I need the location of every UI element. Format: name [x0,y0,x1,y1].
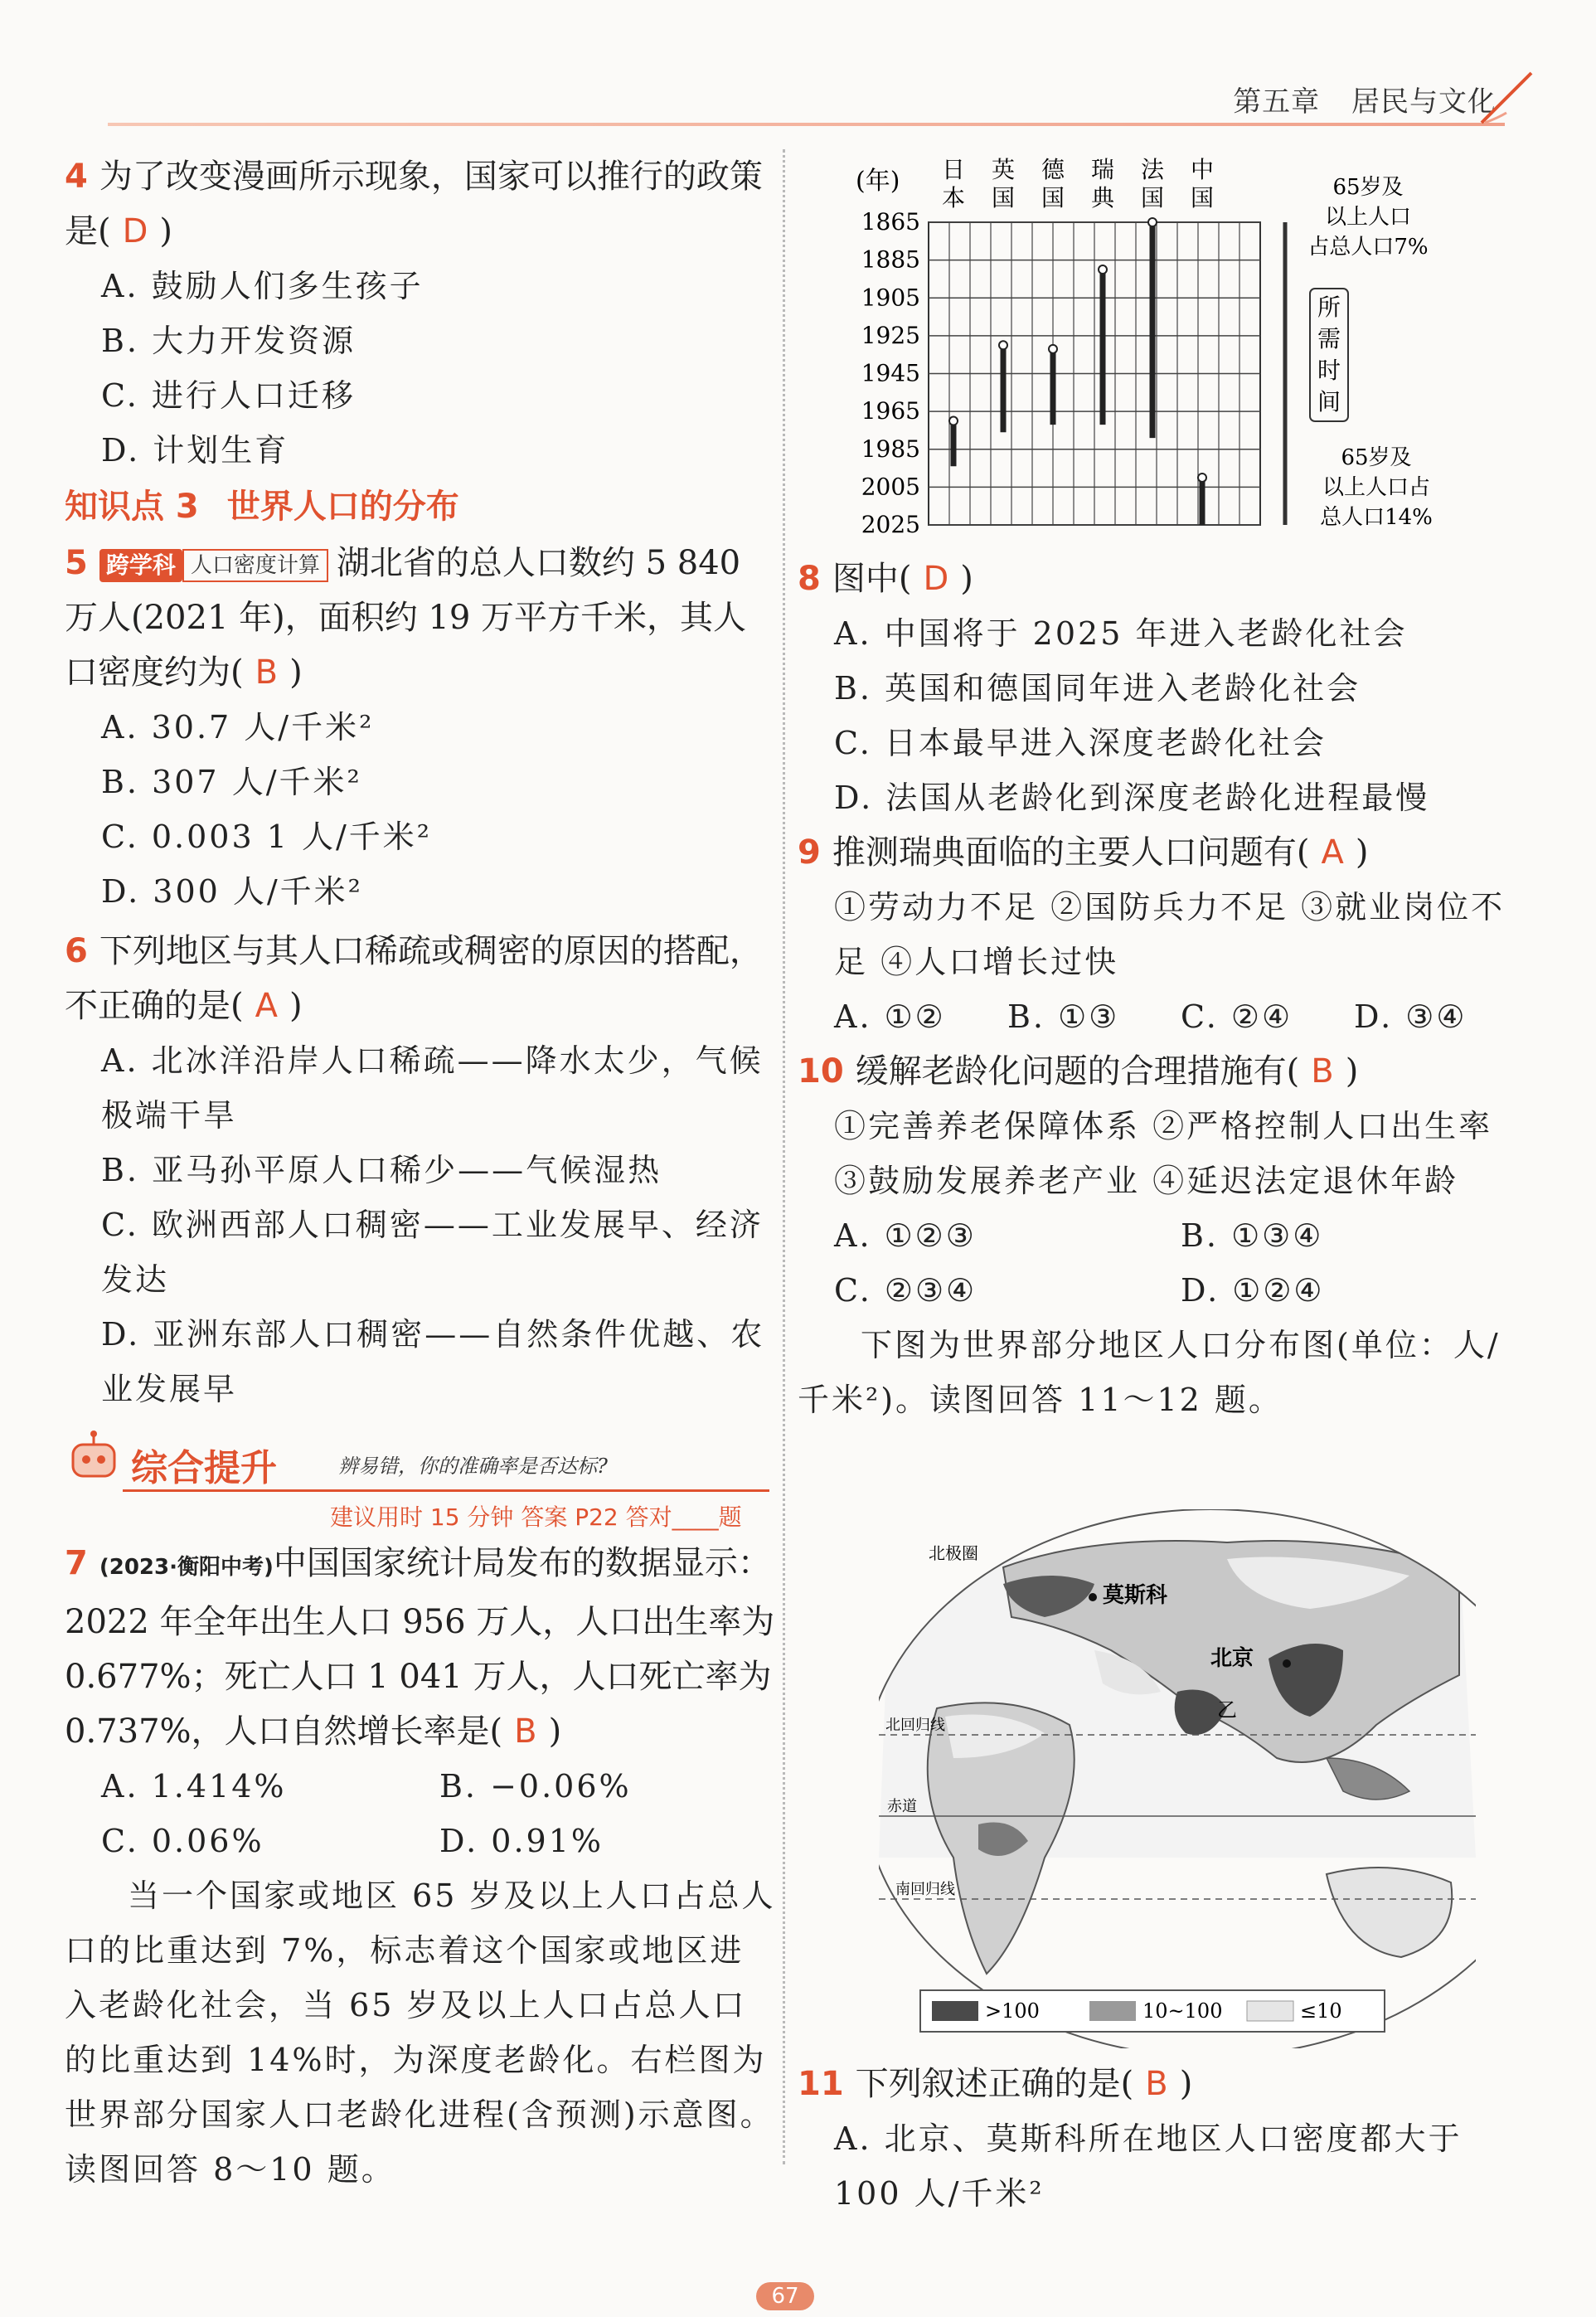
beijing-marker [1283,1659,1291,1668]
start-marker [1049,345,1057,353]
question-number: 4 [65,158,88,196]
option: D. 亚洲东部人口稠密——自然条件优越、农业发展早 [101,1316,765,1407]
answer: B [1145,2065,1168,2103]
page-header [1233,79,1497,119]
option: B. ①③④ [1181,1217,1324,1254]
note-bottom: 65岁及 [1341,445,1412,470]
banner-subtitle: 辨易错，你的准确率是否达标? [338,1455,608,1478]
country-label: 典 [1090,184,1115,211]
option: B. 大力开发资源 [101,323,357,359]
header-rule [108,123,1505,126]
country-label: 德 [1041,156,1065,183]
legend-label-high: >100 [985,1999,1040,2023]
robot-icon [65,1428,123,1486]
y-tick-label: 2025 [861,511,920,538]
banner-title: 综合提升 [131,1447,277,1489]
question-4 [65,149,778,478]
country-label: 瑞 [1090,156,1115,183]
label-tropic-cancer: 北回归线 [885,1717,945,1734]
label-yi: 乙 [1217,1698,1237,1722]
option: C. 欧洲西部人口稠密——工业发展早、经济发达 [101,1207,764,1298]
left-column [65,149,778,2197]
legend-swatch-mid [1089,2001,1136,2021]
paren-close: ) [289,653,303,692]
y-tick-label: 1865 [861,208,920,236]
answer: B [514,1712,537,1751]
choice-items: ①劳动力不足 ②国防兵力不足 ③就业岗位不足 ④人口增长过快 [834,889,1506,980]
right-column-bottom [798,2057,1527,2221]
option-row [65,1759,778,1814]
population-density-map [879,1509,1476,2048]
option: C. ②④ [1181,998,1293,1035]
paren-close: ) [159,212,173,250]
option: A. 北京、莫斯科所在地区人口密度都大于 100 人/千米² [834,2120,1463,2212]
moscow-marker [1089,1593,1097,1601]
option: D. ③④ [1354,998,1467,1035]
question-number: 8 [798,560,821,598]
banner-rule [123,1489,769,1492]
question-5 [65,536,778,919]
option: A. 鼓励人们多生孩子 [101,268,424,304]
answer: D [122,212,148,250]
option: B. ①③ [1007,998,1120,1035]
page-number: 67 [756,2282,814,2310]
note-top: 占总人口7% [1307,235,1429,260]
label-arctic: 北极圈 [929,1543,978,1563]
option: A. ①② [834,998,946,1035]
note-mid: 所 [1317,294,1341,321]
question-number: 9 [798,833,821,872]
column-divider [783,149,785,2164]
topic-tag: 人口密度计算 [182,549,328,582]
section-label: 知识点 3 [65,488,199,526]
option: C. 0.003 1 人/千米² [101,818,433,855]
note-mid: 间 [1317,388,1341,415]
option-row [798,989,1527,1044]
y-tick-label: 1885 [861,245,920,274]
question-9 [798,825,1527,1044]
cross-subject-tag: 跨学科 [99,549,182,582]
country-label: 英 [991,156,1016,183]
country-label: 日 [941,156,966,183]
question-number: 11 [798,2065,844,2103]
country-label: 法 [1140,156,1165,183]
answer: D [923,560,949,598]
intro-11-12: 下图为世界部分地区人口分布图(单位：人/千米²)。读图回答 11～12 题。 [798,1327,1501,1418]
chapter-label: 第五章 [1233,85,1321,119]
paren-close: ) [1179,2065,1193,2103]
paren-close: ) [1345,1052,1359,1090]
question-8 [798,551,1527,825]
option: A. 30.7 人/千米² [101,709,375,746]
legend-swatch-high [932,2001,978,2021]
note-mid: 时 [1317,357,1341,384]
question-text: 中国国家统计局发布的数据显示：2022 年全年出生人口 956 万人，人口出生率为 0.677%；死亡人口 1 041 万人，人口死亡率为 0.737%，人口自然增长率是( [65,1544,775,1751]
y-tick-label: 1925 [861,321,920,349]
note-top: 以上人口 [1324,205,1412,230]
option: C. 日本最早进入深度老龄化社会 [834,725,1327,761]
option: D. 计划生育 [101,432,289,469]
option: B. −0.06% [439,1768,632,1805]
y-tick-label: 1985 [861,435,920,463]
option: A. 中国将于 2025 年进入老龄化社会 [834,615,1408,652]
country-label: 国 [1190,184,1215,211]
note-top: 65岁及 [1332,175,1404,200]
pen-decoration-icon [1473,65,1540,131]
start-marker [1099,265,1107,274]
answer: B [1311,1052,1334,1090]
comprehensive-banner [65,1428,778,1536]
label-beijing: 北京 [1210,1646,1254,1671]
option: D. 300 人/千米² [101,873,363,910]
question-text: 下列地区与其人口稀疏或稠密的原因的搭配，不正确的是( [65,932,763,1025]
legend-label-mid: 10~100 [1142,1999,1223,2023]
note-mid: 需 [1317,325,1341,352]
paren-close: ) [1355,833,1369,872]
section-title: 世界人口的分布 [226,488,459,526]
question-text: 图中( [832,560,912,598]
aging-chart [846,156,1476,546]
country-label: 国 [991,184,1016,211]
y-axis-label: (年) [856,167,900,196]
paren-close: ) [289,987,303,1025]
option: B. 307 人/千米² [101,764,362,800]
question-text: 湖北省的总人口数约 5 840 万人(2021 年)，面积约 19 万平方千米，其人口密度约为( [65,544,747,692]
answer: B [255,653,279,692]
start-marker [949,417,958,425]
note-bottom: 以上人口占 [1322,475,1431,500]
question-number: 7 [65,1544,88,1582]
option: A. ①②③ [834,1217,977,1254]
question-number: 5 [65,544,88,582]
option: B. 英国和德国同年进入老龄化社会 [834,670,1361,707]
answer: A [1321,833,1344,872]
country-label: 中 [1190,156,1215,183]
question-text: 推测瑞典面临的主要人口问题有( [832,833,1310,872]
question-10 [798,1044,1527,1318]
option-row [798,1263,1527,1318]
choice-items: ①完善养老保障体系 ②严格控制人口出生率 ③鼓励发展养老产业 ④延迟法定退休年龄 [834,1108,1493,1199]
question-source: (2023·衡阳中考) [99,1555,274,1580]
question-11 [798,2057,1527,2221]
question-6 [65,924,778,1416]
y-tick-label: 2005 [861,473,920,501]
option: B. 亚马孙平原人口稀少——气候湿热 [101,1152,662,1188]
start-marker [999,341,1007,349]
answer: A [255,987,278,1025]
option-row [798,1208,1527,1263]
legend-swatch-low [1247,2001,1293,2021]
question-7 [65,1536,778,1868]
question-number: 10 [798,1052,844,1090]
country-label: 国 [1041,184,1065,211]
option: D. 0.91% [439,1823,604,1859]
option-row [65,1814,778,1868]
start-marker [1148,218,1157,226]
banner-meta: 建议用时 15 分钟 答案 P22 答对____题 [330,1503,742,1531]
chapter-title: 居民与文化 [1351,85,1497,119]
option: D. ①②④ [1181,1272,1325,1309]
legend-label-low: ≤10 [1300,1999,1342,2023]
option: D. 法国从老龄化到深度老龄化进程最慢 [834,780,1430,816]
question-number: 6 [65,932,88,970]
y-tick-label: 1905 [861,284,920,312]
y-tick-label: 1965 [861,397,920,425]
right-column [798,551,1527,1427]
question-text: 缓解老龄化问题的合理措施有( [855,1052,1300,1090]
option: C. ②③④ [834,1272,977,1309]
label-moscow: 莫斯科 [1103,1583,1168,1608]
label-tropic-capricorn: 南回归线 [895,1881,955,1898]
question-text: 下列叙述正确的是( [855,2065,1134,2103]
section-heading [65,478,778,536]
start-marker [1198,474,1206,482]
question-text: 为了改变漫画所示现象，国家可以推行的政策是( [65,158,763,250]
option: A. 北冰洋沿岸人口稀疏——降水太少，气候极端干旱 [101,1042,764,1134]
country-label: 国 [1140,184,1165,211]
label-equator: 赤道 [887,1798,917,1815]
paren-close: ) [960,560,973,598]
option: A. 1.414% [101,1768,287,1805]
paren-close: ) [548,1712,562,1751]
option: C. 0.06% [101,1823,264,1859]
intro-8-10: 当一个国家或地区 65 岁及以上人口占总人口的比重达到 7%，标志着这个国家或地区进入老龄化社会，当 65 岁及以上人口占总人口的比重达到 14%时，为深度老龄化。右栏图为世界部分国家人口老龄化进程(含预测)示意图。读图回答 8～10 题。 [65,1877,776,2188]
note-bottom: 总人口14% [1320,505,1433,530]
y-tick-label: 1945 [861,359,920,387]
country-label: 本 [941,184,966,211]
option: C. 进行人口迁移 [101,377,356,414]
